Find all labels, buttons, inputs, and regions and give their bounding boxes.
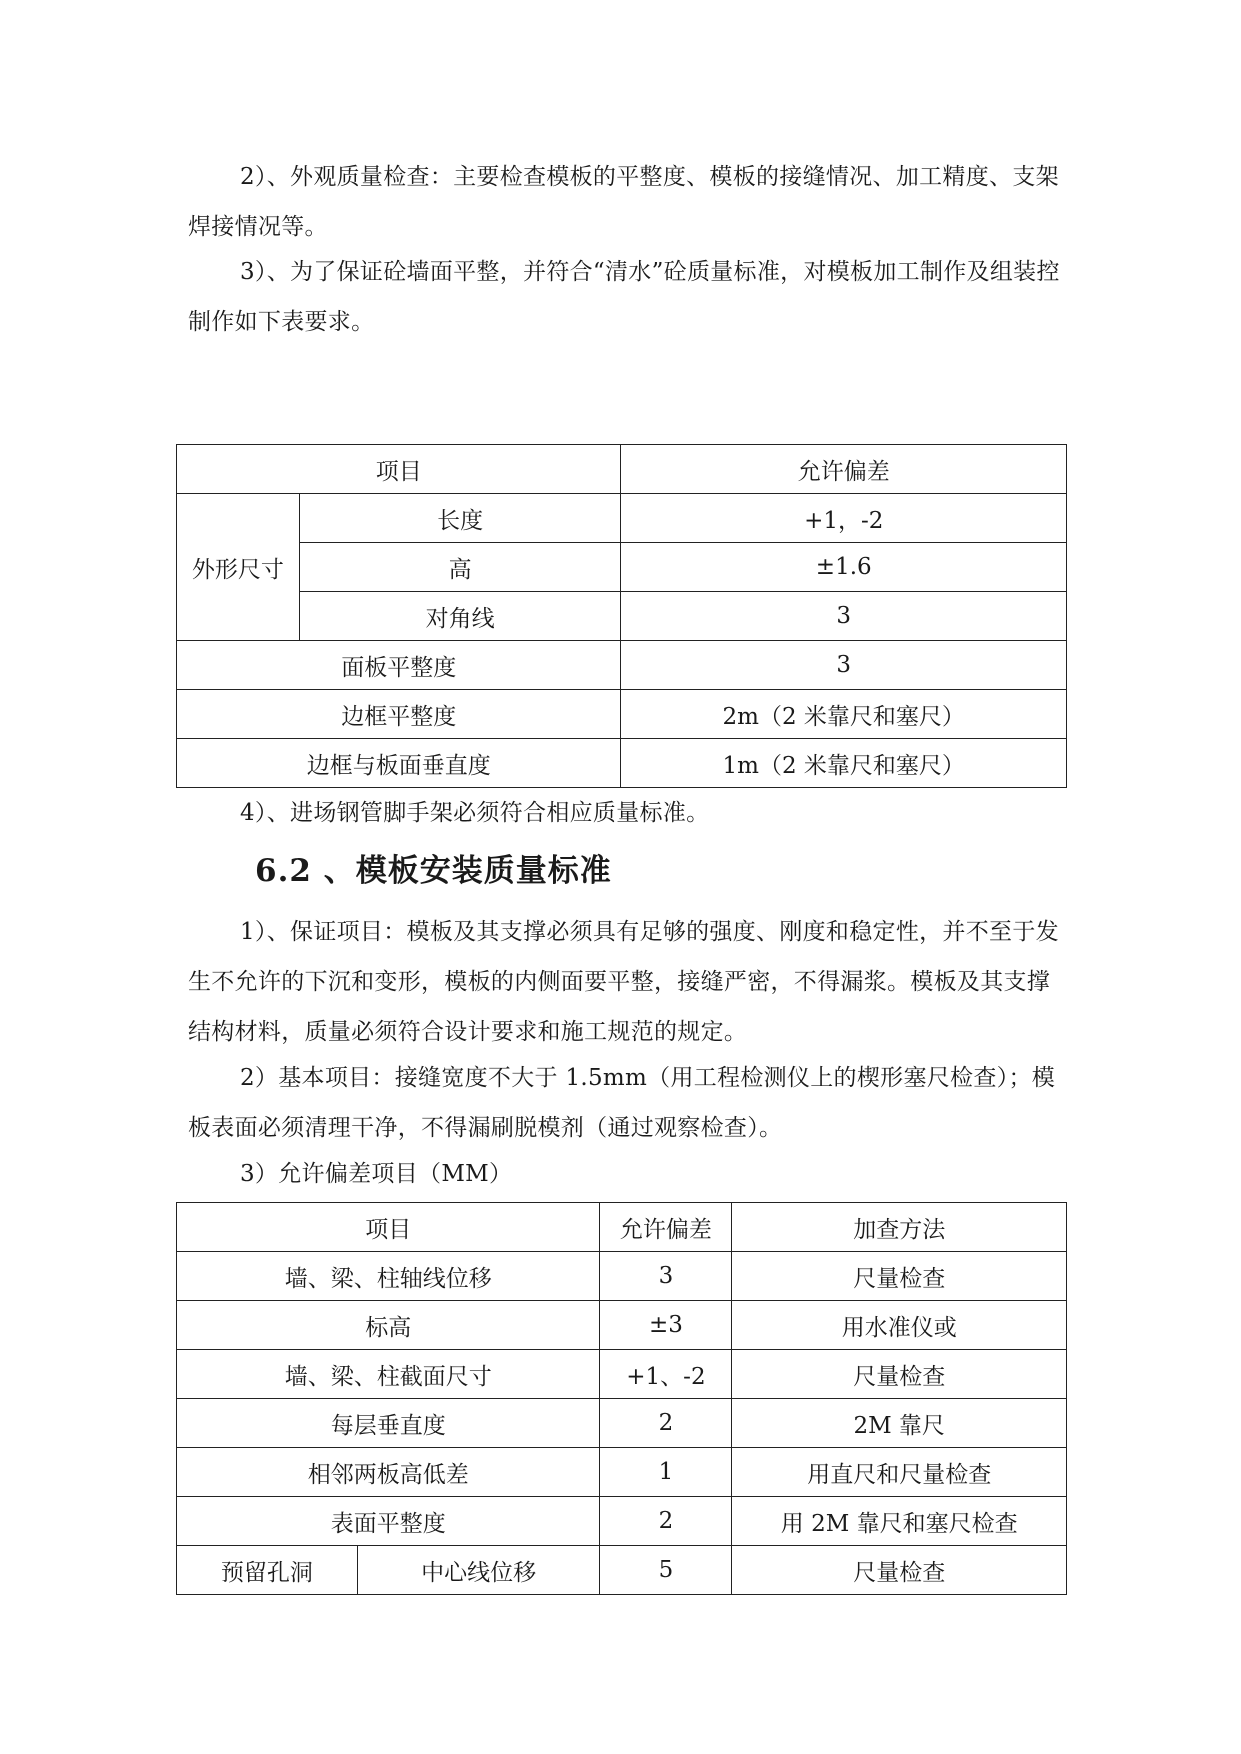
paragraph-scaffold-standard: 4）、进场钢管脚手架必须符合相应质量标准。 xyxy=(240,800,710,826)
paragraph-appearance-check: 2）、外观质量检查：主要检查模板的平整度、模板的接缝情况、加工精度、支架焊接情况等。 xyxy=(188,164,1059,240)
header-method: 加查方法 xyxy=(732,1203,1067,1252)
table-row xyxy=(177,1399,1067,1448)
header-tolerance: 允许偏差 xyxy=(621,445,1067,494)
row-item: 边框与板面垂直度 xyxy=(177,739,621,788)
table-row xyxy=(177,1252,1067,1301)
row-method: 尺量检查 xyxy=(732,1350,1067,1399)
row-item: 边框平整度 xyxy=(177,690,621,739)
formwork-fabrication-tolerance-table xyxy=(176,444,1067,788)
row-tolerance: ±1.6 xyxy=(621,543,1067,592)
paragraph-tolerance-items: 3）允许偏差项目（MM） xyxy=(240,1161,513,1187)
row-method: 用水准仪或 xyxy=(732,1301,1067,1350)
row-item: 墙、梁、柱截面尺寸 xyxy=(177,1350,600,1399)
table-row xyxy=(177,494,1067,543)
row-method: 尺量检查 xyxy=(732,1252,1067,1301)
table-row xyxy=(177,690,1067,739)
row-tolerance: 1m（2 米靠尺和塞尺） xyxy=(621,739,1067,788)
row-tolerance: 3 xyxy=(621,641,1067,690)
row-tolerance: 5 xyxy=(600,1546,732,1595)
row-item: 对角线 xyxy=(299,592,621,641)
group-label-outer-dimensions: 外形尺寸 xyxy=(177,494,300,641)
row-method: 2M 靠尺 xyxy=(732,1399,1067,1448)
table-row xyxy=(177,1301,1067,1350)
table-row xyxy=(177,1497,1067,1546)
header-item: 项目 xyxy=(177,1203,600,1252)
header-item: 项目 xyxy=(177,445,621,494)
row-tolerance: 2m（2 米靠尺和塞尺） xyxy=(621,690,1067,739)
section-heading: 6.2 、模板安装质量标准 xyxy=(255,853,612,889)
row-item-subitem: 中心线位移 xyxy=(357,1546,600,1595)
paragraph-basic-items: 2）基本项目：接缝宽度不大于 1.5mm（用工程检测仪上的楔形塞尺检查）；模板表面必须清理干净，不得漏刷脱模剂（通过观察检查）。 xyxy=(188,1065,1056,1141)
table-row xyxy=(177,641,1067,690)
row-item: 每层垂直度 xyxy=(177,1399,600,1448)
row-tolerance: 2 xyxy=(600,1497,732,1546)
row-tolerance: 3 xyxy=(600,1252,732,1301)
table-header-row xyxy=(177,1203,1067,1252)
row-item: 标高 xyxy=(177,1301,600,1350)
row-item: 高 xyxy=(299,543,621,592)
installation-tolerance-table xyxy=(176,1202,1067,1595)
paragraph-guaranteed-items: 1）、保证项目：模板及其支撑必须具有足够的强度、刚度和稳定性，并不至于发生不允许的下沉和变形，模板的内侧面要平整，接缝严密，不得漏浆。模板及其支撑结构材料，质量必须符合设计要求和施工规范的规定。 xyxy=(188,919,1059,1045)
table-row xyxy=(177,739,1067,788)
table-row xyxy=(177,1546,1067,1595)
table-row xyxy=(177,543,1067,592)
row-method: 用 2M 靠尺和塞尺检查 xyxy=(732,1497,1067,1546)
row-item: 面板平整度 xyxy=(177,641,621,690)
row-method: 用直尺和尺量检查 xyxy=(732,1448,1067,1497)
table-row xyxy=(177,1448,1067,1497)
row-method: 尺量检查 xyxy=(732,1546,1067,1595)
row-item: 相邻两板高低差 xyxy=(177,1448,600,1497)
row-tolerance: 1 xyxy=(600,1448,732,1497)
row-tolerance: +1、-2 xyxy=(600,1350,732,1399)
table-header-row xyxy=(177,445,1067,494)
table-row xyxy=(177,592,1067,641)
row-tolerance: ±3 xyxy=(600,1301,732,1350)
row-item: 墙、梁、柱轴线位移 xyxy=(177,1252,600,1301)
paragraph-formwork-requirements: 3）、为了保证砼墙面平整，并符合“清水”砼质量标准，对模板加工制作及组装控制作如下表要求。 xyxy=(188,259,1060,335)
row-item: 表面平整度 xyxy=(177,1497,600,1546)
row-item-category: 预留孔洞 xyxy=(177,1546,358,1595)
header-tolerance: 允许偏差 xyxy=(600,1203,732,1252)
row-tolerance: 3 xyxy=(621,592,1067,641)
row-item: 长度 xyxy=(299,494,621,543)
row-tolerance: 2 xyxy=(600,1399,732,1448)
row-tolerance: +1，-2 xyxy=(621,494,1067,543)
table-row xyxy=(177,1350,1067,1399)
